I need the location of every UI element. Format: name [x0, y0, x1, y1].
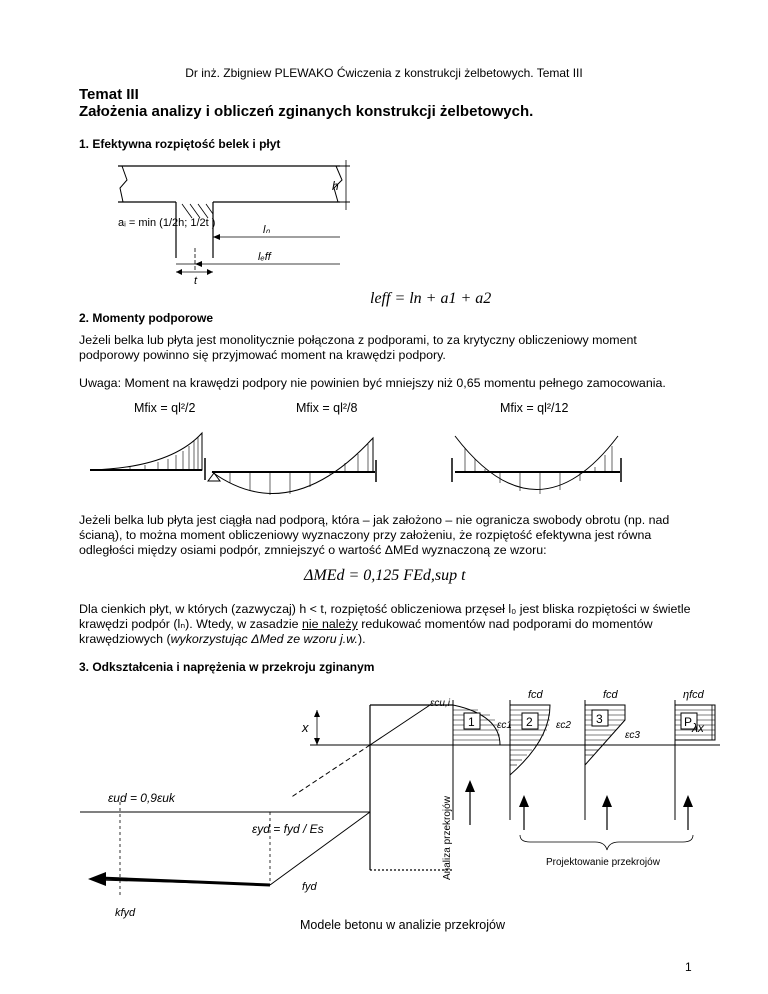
section-2-heading: 2. Momenty podporowe: [79, 311, 214, 325]
kfyd-label: kfyd: [115, 907, 136, 919]
paragraph-support-moment: Jeżeli belka lub płyta jest monolitycznie połączona z podporami, to za krytyczny obliczeniowy moment podporowy powinno się przyjmować moment na krawędzi podpory.: [79, 333, 637, 362]
paragraph-thin-slabs: [79, 602, 694, 647]
fcd-label-1: fcd: [528, 689, 543, 701]
delta-m-formula: ΔMEd = 0,125 FEd,sup t: [304, 567, 466, 584]
paragraph-note: Uwaga: Moment na krawędzi podpory nie powinien być mniejszy niż 0,65 momentu pełnego zamocowania.: [79, 376, 666, 390]
model-2-box: 2: [526, 715, 533, 729]
para4-italic: wykorzystując ΔMed ze wzoru j.w.: [170, 632, 358, 646]
page-number: 1: [685, 960, 692, 974]
effective-span-figure: [118, 160, 368, 285]
paragraph-continuous-beam: Jeżeli belka lub płyta jest ciągła nad podporą, która – jak założono – nie ogranicza swobody obrotu (np. nad ścianą), to można moment obliczeniowy wyznaczony przy założeniu, że rozpiętość efektywna jest równa odległości między osiami podpór, zmniejszyć o wartość ΔMEd wyznaczoną ze wzoru:: [79, 513, 670, 557]
leff-formula: leff = ln + a1 + a2: [370, 290, 492, 307]
design-label: Projektowanie przekrojów: [546, 857, 660, 868]
leff-label: lₑff: [258, 251, 271, 263]
lambda-x-label: λx: [692, 721, 704, 735]
mfix-label-3: Mfix = ql²/12: [500, 401, 569, 415]
mfix-label-1: Mfix = ql²/2: [134, 401, 196, 415]
section-model-figure: [80, 680, 720, 919]
ec3-label: εc3: [625, 730, 640, 741]
para4-part-a: Dla cienkich płyt, w których (zazwyczaj) h < t, rozpiętość obliczeniowa przęseł l₀ jest bliska rozpiętości w świetle krawędzi podpór (lₙ). Wtedy, w zasadzie: [79, 602, 691, 631]
moment-diagrams: [90, 428, 690, 518]
analysis-label: Analiza przekrojów: [442, 796, 453, 880]
document-title: Temat III: [79, 86, 139, 103]
eyd-label: εyd = fyd / Es: [252, 822, 324, 836]
model-p-box: P: [684, 715, 693, 729]
para4-part-b: redukować momentów nad podporami do momentów krawędziowych (: [79, 617, 653, 646]
ec1-label: εc1: [497, 720, 512, 731]
ai-label: aᵢ = min (1/2h; 1/2t ): [118, 217, 216, 229]
t-label: t: [194, 275, 198, 287]
eud-label: εud = 0,9εuk: [108, 791, 175, 805]
para4-part-c: ).: [357, 632, 366, 646]
model-3-box: 3: [596, 712, 603, 726]
model-1-box: 1: [468, 715, 475, 729]
x-label: x: [302, 720, 309, 735]
h-label: h: [332, 179, 339, 193]
section-3-heading: 3. Odkształcenia i naprężenia w przekroju zginanym: [79, 660, 375, 674]
eta-fcd-label: ηfcd: [683, 689, 704, 701]
document-subtitle: Założenia analizy i obliczeń zginanych konstrukcji żelbetowych.: [79, 103, 534, 120]
fyd-label: fyd: [302, 881, 317, 893]
ec2-label: εc2: [556, 720, 571, 731]
fcd-label-2: fcd: [603, 689, 618, 701]
section-1-heading: 1. Efektywna rozpiętość belek i płyt: [79, 137, 281, 151]
page-header: Dr inż. Zbigniew PLEWAKO Ćwiczenia z konstrukcji żelbetowych. Temat III: [185, 66, 583, 80]
figure-caption: Modele betonu w analizie przekrojów: [300, 918, 505, 932]
ln-label: lₙ: [263, 224, 270, 236]
mfix-label-2: Mfix = ql²/8: [296, 401, 358, 415]
para4-underlined: nie należy: [302, 617, 358, 631]
ecu-label: εcu,i: [430, 698, 450, 709]
